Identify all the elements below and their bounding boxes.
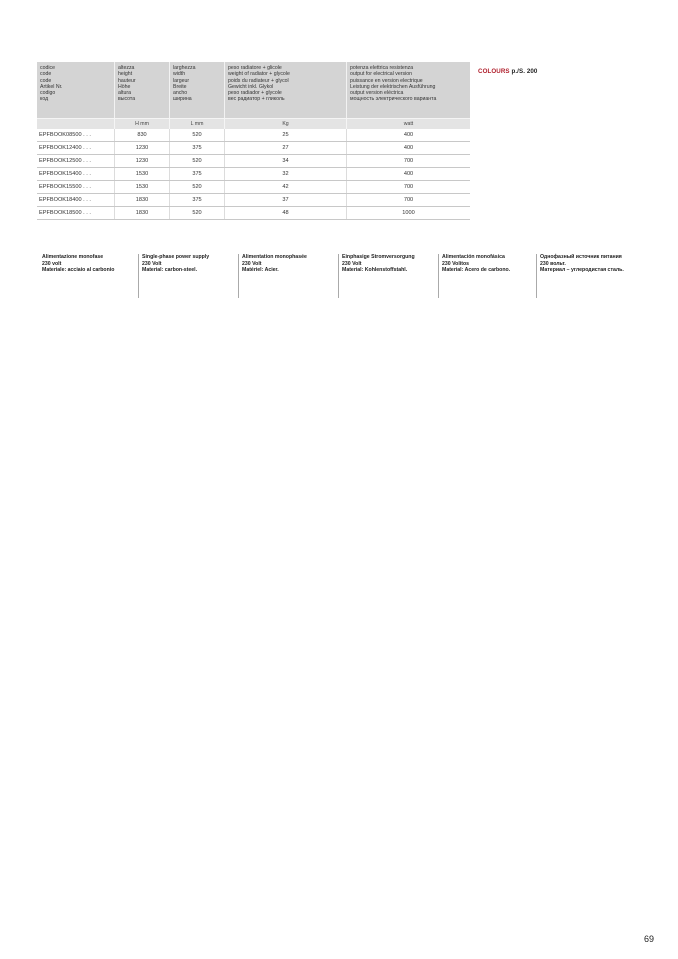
- cell-weight: 37: [225, 194, 347, 206]
- cell-height: 830: [115, 129, 170, 141]
- cell-weight: 48: [225, 207, 347, 219]
- table-row: [37, 129, 470, 142]
- header-width: [170, 62, 225, 118]
- header-text: peso radiatore + glicole: [228, 65, 282, 71]
- table-row: [37, 181, 470, 194]
- cell-code: EPFBOOK15400 . . .: [37, 168, 115, 180]
- header-text: Höhe: [118, 83, 131, 90]
- cell-power: 700: [403, 197, 414, 203]
- cell-height: 1530: [115, 181, 170, 193]
- table-row: [37, 155, 470, 168]
- spec-line: 230 вольт.: [540, 260, 566, 267]
- cell-power: 400: [403, 171, 414, 177]
- header-text: output for electrical version: [350, 71, 412, 78]
- table-body: [37, 129, 470, 220]
- cell-weight: 32: [225, 168, 347, 180]
- spec-block-english: [138, 254, 238, 298]
- unit-cell: watt: [403, 121, 414, 127]
- cell-width: 520: [170, 207, 225, 219]
- spec-line: Material: Acero de carbono.: [442, 267, 511, 274]
- header-text: hauteur: [118, 77, 136, 84]
- colours-label: COLOURS: [478, 68, 510, 75]
- table-header: [37, 62, 470, 118]
- unit-cell: Kg: [225, 119, 347, 129]
- spec-line: Materiale: acciaio al carbonio: [42, 267, 115, 274]
- page-number: 69: [644, 934, 655, 944]
- cell-code: EPFBOOK12400 . . .: [37, 142, 115, 154]
- header-text: potenza elettrica resistenza: [350, 65, 414, 71]
- header-text: ширина: [173, 96, 192, 103]
- spec-table: [37, 62, 470, 220]
- spec-line: Материал – углеродистая сталь.: [540, 267, 624, 274]
- header-text: peso radiador + glycole: [228, 90, 282, 97]
- cell-height: 1530: [115, 168, 170, 180]
- header-text: poids du radiateur + glycol: [228, 77, 289, 84]
- cell-power: 700: [403, 184, 414, 190]
- cell-height: 1230: [115, 142, 170, 154]
- cell-width: 520: [170, 181, 225, 193]
- spec-line: 230 Volt: [342, 260, 362, 267]
- spec-line: Material: carbon-steel.: [142, 267, 198, 274]
- header-text: Breite: [173, 83, 187, 90]
- unit-cell: L mm: [170, 119, 225, 129]
- spec-line: Однофазный источник питания: [540, 254, 622, 260]
- header-text: larghezza: [173, 65, 196, 71]
- table-row: [37, 194, 470, 207]
- cell-power: 700: [403, 158, 414, 164]
- header-text: codigo: [40, 90, 56, 97]
- cell-height: 1830: [115, 194, 170, 206]
- spec-block-french: [238, 254, 338, 298]
- cell-height: 1830: [115, 207, 170, 219]
- header-height: [115, 62, 170, 118]
- spec-block-german: [338, 254, 438, 298]
- colours-page-ref: p./S. 200: [509, 68, 538, 75]
- cell-weight: 27: [225, 142, 347, 154]
- header-text: code: [40, 71, 52, 78]
- cell-code: EPFBOOK15500 . . .: [37, 181, 115, 193]
- cell-width: 375: [170, 168, 225, 180]
- cell-code: EPFBOOK18500 . . .: [37, 207, 115, 219]
- header-power: [347, 62, 470, 118]
- cell-width: 375: [170, 194, 225, 206]
- header-text: Gewicht inkl. Glykol: [228, 83, 274, 90]
- header-text: largeur: [173, 77, 190, 84]
- table-row: [37, 142, 470, 155]
- spec-block-spanish: [438, 254, 536, 298]
- header-text: height: [118, 71, 133, 78]
- cell-code: EPFBOOK18400 . . .: [37, 194, 115, 206]
- spec-line: Alimentation monophasée: [242, 254, 307, 260]
- header-weight: [225, 62, 347, 118]
- units-row: [37, 118, 470, 129]
- cell-power: 400: [403, 145, 414, 151]
- table-row: [37, 207, 470, 220]
- spec-line: Single-phase power supply: [142, 254, 210, 260]
- header-text: width: [173, 71, 186, 78]
- header-code: [37, 62, 115, 118]
- power-specs: [40, 254, 638, 298]
- header-text: вес радиатор + гликоль: [228, 96, 285, 103]
- cell-weight: 34: [225, 155, 347, 167]
- unit-cell: [37, 119, 115, 129]
- spec-line: Einphasige Stromversorgung: [342, 254, 415, 260]
- cell-height: 1230: [115, 155, 170, 167]
- header-text: код: [40, 96, 49, 103]
- cell-weight: 42: [225, 181, 347, 193]
- header-text: ancho: [173, 90, 188, 97]
- spec-line: 230 Volt: [142, 260, 162, 267]
- header-text: puissance en version electrique: [350, 77, 423, 84]
- table-row: [37, 168, 470, 181]
- header-text: output version eléctrica: [350, 90, 404, 97]
- header-text: altura: [118, 90, 131, 97]
- spec-block-russian: [536, 254, 638, 298]
- cell-weight: 25: [225, 129, 347, 141]
- cell-code: EPFBOOK08500 . . .: [37, 129, 115, 141]
- cell-power: 1000: [402, 210, 415, 216]
- header-text: codice: [40, 65, 55, 71]
- spec-line: Alimentación monofásica: [442, 254, 505, 260]
- spec-line: 230 Volitos: [442, 260, 470, 267]
- spec-block-italian: [40, 254, 138, 298]
- header-text: weight of radiator + glycole: [228, 71, 290, 78]
- header-text: code: [40, 77, 52, 84]
- spec-line: 230 volt: [42, 260, 62, 267]
- header-text: Leistung der elektrischen Ausführung: [350, 83, 436, 90]
- colours-reference: [478, 68, 537, 75]
- cell-code: EPFBOOK12500 . . .: [37, 155, 115, 167]
- spec-line: Material: Kohlenstoffstahl.: [342, 267, 408, 274]
- header-text: мощность электрического вариантa: [350, 96, 437, 103]
- header-text: altezza: [118, 65, 135, 71]
- cell-width: 520: [170, 155, 225, 167]
- cell-power: 400: [403, 132, 414, 138]
- unit-cell: H mm: [115, 119, 170, 129]
- spec-line: 230 Volt: [242, 260, 262, 267]
- spec-line: Matériel: Acier.: [242, 267, 279, 274]
- cell-width: 520: [170, 129, 225, 141]
- spec-line: Alimentazione monofase: [42, 254, 104, 260]
- cell-width: 375: [170, 142, 225, 154]
- header-text: высота: [118, 96, 136, 103]
- header-text: Artikel Nr.: [40, 83, 63, 90]
